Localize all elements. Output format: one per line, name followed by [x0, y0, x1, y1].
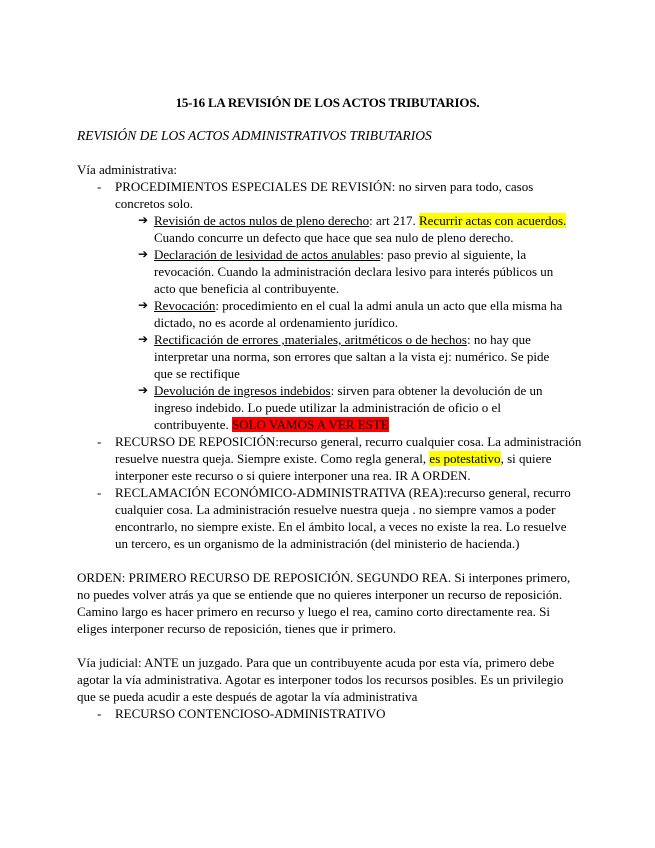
- rectificacion-rest: : no hay que interpretar una norma, son errores que saltan a la vista ej: numérico. Se pide que se rectifique: [154, 332, 550, 381]
- reposicion-post: , si quiere interponer este recurso o si quiere interponer una rea. IR A ORDEN.: [115, 451, 552, 483]
- arrow-bullet-icon: ➔: [138, 332, 149, 346]
- nulos-tail: Cuando concurre un defecto que hace que sea nulo de pleno derecho.: [154, 230, 514, 245]
- reclamacion-text: RECLAMACIÓN ECONÓMICO-ADMINISTRATIVA (REA):recurso general, recurro cualquier cosa. La administración resuelve nuestra queja . no siempre vamos a poder encontrarlo, no siempre existe. En el ámbito local, a veces no existe la rea. Lo resuelve un tercero, es un organismo de la administración (del ministerio de hacienda.): [115, 485, 571, 551]
- document-title: 15-16 LA REVISIÓN DE LOS ACTOS TRIBUTARIOS.: [175, 95, 480, 110]
- reposicion-pre: RECURSO DE REPOSICIÓN:recurso general, recurro cualquier cosa. La administración resuelve nuestra queja. Siempre existe. Como regla general,: [115, 434, 582, 466]
- term-lesividad: Declaración de lesividad de actos anulables: [154, 247, 381, 262]
- via-judicial-paragraph: Vía judicial: ANTE un juzgado. Para que un contribuyente acuda por esta vía, primero debe agotar la vía administrativa. Agotar es interponer todos los recursos posibles. Es un privilegio que se pueda acudir a este después de agotar la vía administrativa: [77, 655, 564, 704]
- arrow-item-lesividad: [138, 246, 568, 297]
- procedimientos-text: PROCEDIMIENTOS ESPECIALES DE REVISIÓN: no sirven para todo, casos concretos solo.: [115, 179, 534, 211]
- section-subtitle: REVISIÓN DE LOS ACTOS ADMINISTRATIVOS TRIBUTARIOS: [77, 128, 432, 143]
- via-administrativa-label: Vía administrativa:: [77, 162, 178, 177]
- lesividad-rest: : paso previo al siguiente, la revocación. Cuando la administración declara lesivo para interés públicos un acto que beneficia al contribuyente.: [154, 247, 554, 296]
- arrow-bullet-icon: ➔: [138, 247, 149, 261]
- dash-bullet: -: [97, 485, 102, 500]
- orden-paragraph: ORDEN: PRIMERO RECURSO DE REPOSICIÓN. SEGUNDO REA. Si interpones primero, no puedes volver atrás ya que se entiende que no quieres interponer un recurso de reposición. Camino largo es hacer primero en recurso y luego el rea, camino corto directamente rea. Si eliges interponer recurso de reposición, tienes que ir primero.: [77, 570, 571, 636]
- arrow-bullet-icon: ➔: [138, 213, 149, 227]
- arrow-item-rectificacion: [138, 331, 568, 382]
- revocacion-rest: : procedimiento en el cual la admi anula un acto que ella misma ha dictado, no es acorde al ordenamiento jurídico.: [154, 298, 563, 330]
- dash-bullet: -: [97, 434, 102, 449]
- highlight-potestativo: es potestativo: [429, 451, 501, 466]
- list-item-procedimientos: [77, 178, 582, 212]
- arrow-bullet-icon: ➔: [138, 298, 149, 312]
- term-revocacion: Revocación: [154, 298, 216, 313]
- arrow-bullet-icon: ➔: [138, 383, 149, 397]
- arrow-item-nulos: [138, 212, 568, 246]
- list-item-reclamacion: [77, 484, 582, 552]
- contencioso-text: RECURSO CONTENCIOSO-ADMINISTRATIVO: [115, 706, 386, 721]
- nulos-rest: : art 217.: [369, 213, 416, 228]
- term-nulos: Revisión de actos nulos de pleno derecho: [154, 213, 370, 228]
- devolucion-rest: : sirven para obtener la devolución de un ingreso indebido. Lo puede utilizar la administración de oficio o el contribuyente.: [154, 383, 543, 432]
- term-rectificacion: Rectificación de errores ,materiales, aritméticos o de hechos: [154, 332, 467, 347]
- list-item-contencioso: [77, 705, 582, 722]
- arrow-item-devolucion: [138, 382, 568, 433]
- dash-bullet: -: [97, 179, 102, 194]
- term-devolucion: Devolución de ingresos indebidos: [154, 383, 331, 398]
- list-item-recurso-reposicion: [77, 433, 582, 484]
- highlight-recurrir: Recurrir actas con acuerdos.: [419, 213, 567, 228]
- arrow-item-revocacion: [138, 297, 568, 331]
- highlight-solo-vamos: SOLO VAMOS A VER ESTE: [231, 417, 389, 432]
- dash-bullet: -: [97, 706, 102, 721]
